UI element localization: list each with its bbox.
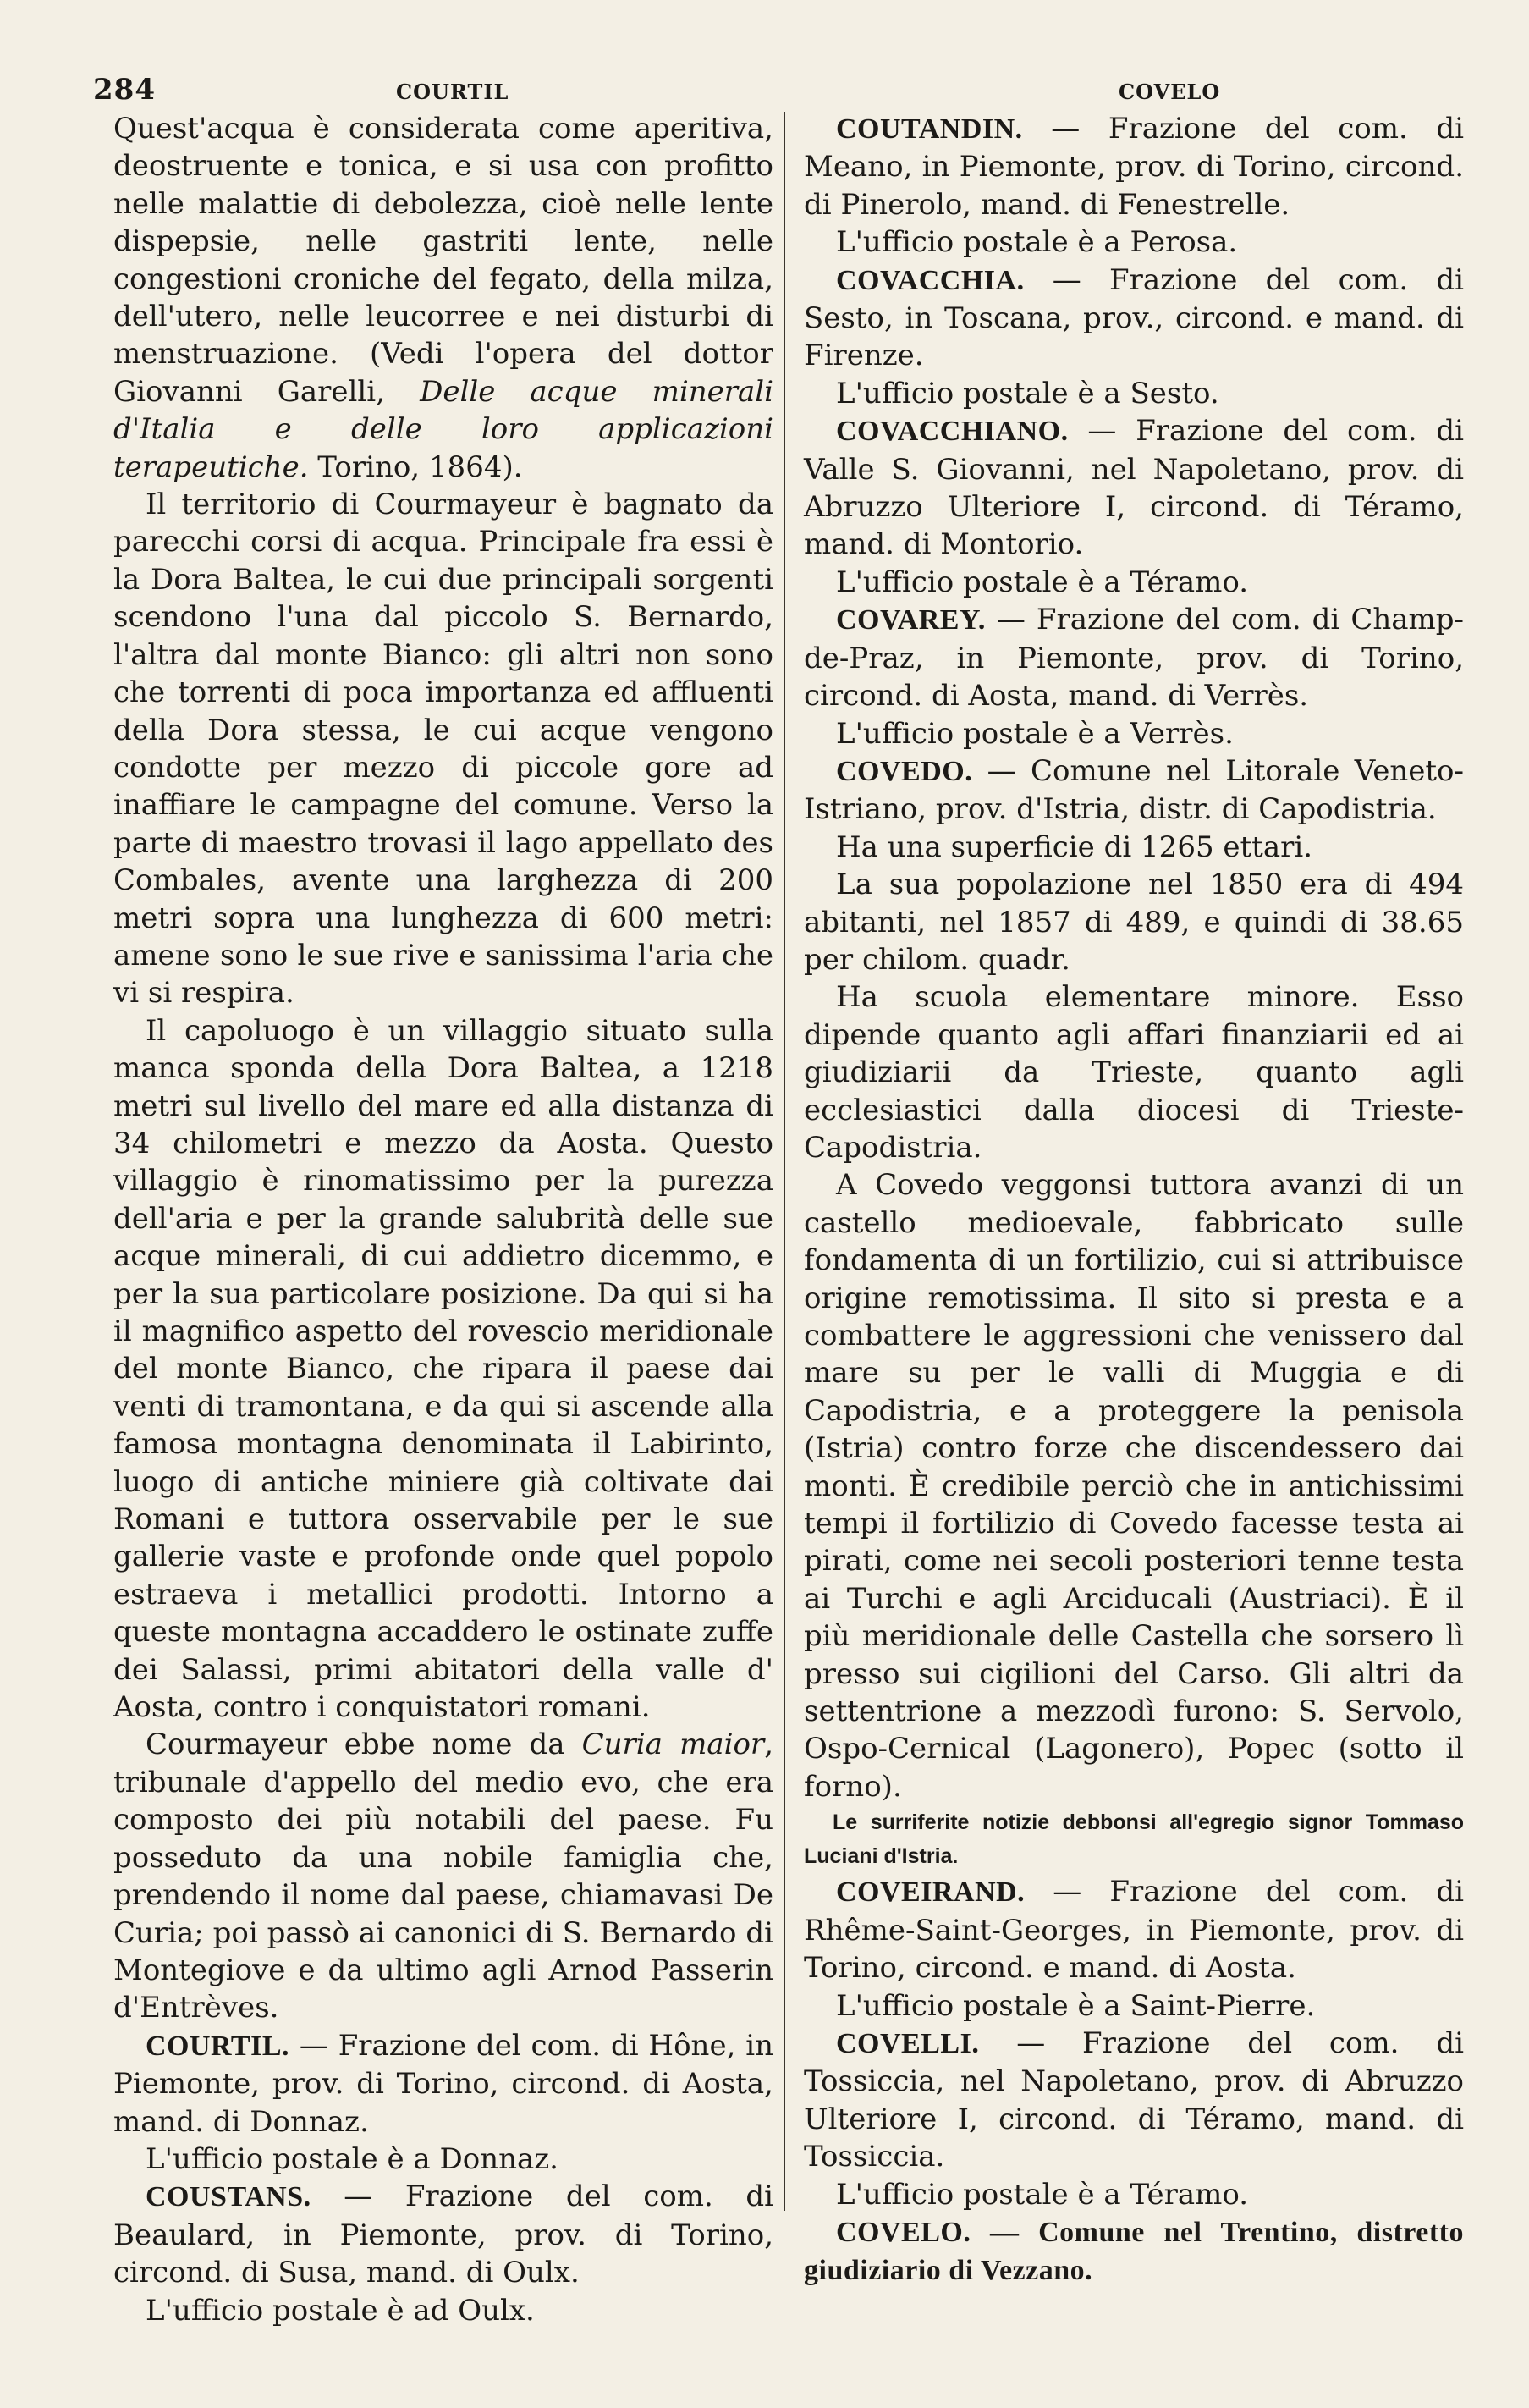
entry-headword: COVAREY. [836, 604, 986, 636]
entry-postal-note: L'ufficio postale è a Perosa. [836, 225, 1238, 260]
entry-headword: COVELO. [836, 2216, 971, 2248]
entry-covedo [804, 752, 1464, 829]
text-run: , tribunale d'appello del medio evo, che era composto dei più notabili del paese. Fu posseduto da una nobile famiglia che, prendendo il nome dal paese, chiamavasi De Curia; poi passò ai canonici di S. Bernardo di Montegiove e da ultimo agli Arnod Passerin d'Entrèves. [113, 1727, 773, 2025]
paragraph-name-origin [113, 1726, 773, 2026]
entry-covarey [804, 601, 1464, 714]
entry-covacchiano [804, 412, 1464, 564]
entry-postal-note: L'ufficio postale è a Sesto. [836, 376, 1219, 411]
entry-headword: COVACCHIANO. [836, 416, 1069, 448]
covedo-area: Ha una superficie di 1265 ettari. [836, 829, 1313, 864]
entry-postal-note: L'ufficio postale è a Saint-Pierre. [836, 1988, 1316, 2023]
entry-coveirand [804, 1873, 1464, 1986]
latin-term: Curia maior [581, 1727, 765, 1762]
entry-text: — Frazione del com. di Meano, in Piemonte, prov. di Torino, circond. di Pinerolo, mand. di Fenestrelle. [804, 112, 1464, 222]
text-run: Torino, 1864). [308, 449, 523, 484]
entry-coustans [113, 2178, 773, 2291]
entry-headword: COVEDO. [836, 755, 973, 787]
entry-text: — Frazione del com. di Beaulard, in Piemonte, prov. di Torino, circond. di Susa, mand. di Oulx. [113, 2179, 773, 2290]
entry-covelo [804, 2213, 1464, 2290]
covedo-source-note: Le surriferite notizie debbonsi all'egregio signor Tommaso Luciani d'Istria. [804, 1810, 1464, 1869]
entry-postal-note: L'ufficio postale è ad Oulx. [146, 2293, 535, 2328]
running-head-left: COURTIL [396, 80, 509, 104]
entry-headword: COUTANDIN. [836, 113, 1023, 145]
entry-headword: COVACCHIA. [836, 264, 1025, 296]
entry-courtil [113, 2027, 773, 2141]
paragraph-capoluogo: Il capoluogo è un villaggio situato sulla manca sponda della Dora Baltea, a 1218 metri sul livello del mare ed alla distanza di 34 chilometri e mezzo da Aosta. Questo villaggio è rinomatissimo per la purezza dell'aria e per la grande salubrità delle sue acque minerali, di cui addietro dicemmo, e per la sua particolare posizione. Da qui si ha il magnifico aspetto del rovescio meridionale del monte Bianco, che ripara il paese dai venti di tramontana, e da qui si ascende alla famosa montagna denominata il Labirinto, luogo di antiche miniere già coltivate dai Romani e tuttora osservabile per le sue gallerie vaste e profonde onde quel popolo estraeva i metallici prodotti. Intorno a queste montagna accaddero le ostinate zuffe dei Salassi, primi abitatori della valle d' Aosta, contro i conquistatori romani. [113, 1013, 773, 1725]
entry-headword: COURTIL. [146, 2030, 289, 2062]
right-column [804, 110, 1464, 2290]
page-header [0, 73, 1529, 107]
entry-postal-note: L'ufficio postale è a Téramo. [836, 2177, 1249, 2212]
book-title: Delle acque minerali d'Italia e delle loro applicazioni terapeutiche. [113, 374, 773, 484]
paragraph-territory: Il territorio di Courmayeur è bagnato da parecchi corsi di acqua. Principale fra essi è la Dora Baltea, le cui due principali sorgenti scendono l'una dal piccolo S. Bernardo, l'altra dal monte Bianco: gli altri non sono che torrenti di poca importanza ed affluenti della Dora stessa, le cui acque vengono condotte per mezzo di piccole gore ad inaffiare le campagne del comune. Verso la parte di maestro trovasi il lago appellato des Combales, avente una larghezza di 200 metri sopra una lunghezza di 600 metri: amene sono le sue rive e sanissima l'aria che vi si respira. [113, 488, 773, 1011]
covedo-history: A Covedo veggonsi tuttora avanzi di un castello medioevale, fabbricato sulle fondamenta di un fortilizio, cui si attribuisce origine remotissima. Il sito si presta e a combattere le aggressioni che venissero dal mare su per le valli di Muggia e di Capodistria, e a proteggere la penisola (Istria) contro forze che discendessero dai monti. È credibile perciò che in antichissimi tempi il fortilizio di Covedo facesse testa ai pirati, come nei secoli posteriori tenne testa ai Turchi e agli Arciducali (Austriaci). È il più meridionale delle Castella che sorsero lì presso sui cigilioni del Carso. Gli altri da settentrione a mezzodì furono: S. Servolo, Ospo-Cernical (Lagonero), Popec (sotto il forno). [804, 1168, 1464, 1804]
running-head-right: COVELO [1119, 80, 1221, 104]
left-column [113, 110, 773, 2329]
entry-headword: COVEIRAND. [836, 1876, 1026, 1909]
entry-text: — Frazione del com. di Tossiccia, nel Napoletano, prov. di Abruzzo Ulteriore I, circond. di Téramo, mand. di Tossiccia. [804, 2025, 1464, 2174]
entry-text: — Frazione del com. di Valle S. Giovanni, nel Napoletano, prov. di Abruzzo Ulteriore I, circond. di Téramo, mand. di Montorio. [804, 414, 1464, 562]
entry-text: — Frazione del com. di Champ-de-Praz, in Piemonte, prov. di Torino, circond. di Aosta, mand. di Verrès. [804, 603, 1464, 714]
entry-text: — Frazione del com. di Hône, in Piemonte, prov. di Torino, circond. di Aosta, mand. di Donnaz. [113, 2028, 773, 2139]
covedo-population: La sua popolazione nel 1850 era di 494 abitanti, nel 1857 di 489, e quindi di 38.65 per chilom. quadr. [804, 868, 1464, 977]
entry-postal-note: L'ufficio postale è a Téramo. [836, 565, 1249, 599]
text-run: Courmayeur ebbe nome da [146, 1727, 582, 1762]
column-divider [784, 112, 785, 2211]
entry-text: — Frazione del com. di Rhême-Saint-Georges, in Piemonte, prov. di Torino, circond. e mand. di Aosta. [804, 1875, 1464, 1986]
entry-headword: COVELLI. [836, 2027, 980, 2059]
entry-covelli [804, 2025, 1464, 2176]
paragraph-mineral-water [113, 110, 773, 486]
entry-postal-note: L'ufficio postale è a Donnaz. [146, 2141, 558, 2176]
entry-text: — Comune nel Litorale Veneto-Istriano, prov. d'Istria, distr. di Capodistria. [804, 753, 1464, 827]
entry-text: — Frazione del com. di Sesto, in Toscana, prov., circond. e mand. di Firenze. [804, 262, 1464, 373]
entry-coutandin [804, 110, 1464, 223]
covedo-school: Ha scuola elementare minore. Esso dipende quanto agli affari finanziarii ed ai giudiziarii da Trieste, quanto agli ecclesiastici dalla diocesi di Trieste-Capodistria. [804, 980, 1464, 1165]
entry-headword: COUSTANS. [146, 2181, 311, 2213]
entry-text: — Comune nel Trentino, distretto giudiziario di Vezzano. [804, 2216, 1464, 2287]
text-run: Quest'acqua è considerata come aperitiva, deostruente e tonica, e si usa con profitto nelle malattie di debolezza, cioè nelle lente dispepsie, nelle gastriti lente, nelle congestioni croniche del fegato, della milza, dell'utero, nelle leucorree e nei disturbi di menstruazione. (Vedi l'opera del dottor Giovanni Garelli, [113, 112, 773, 409]
page-number: 284 [93, 73, 156, 107]
entry-postal-note: L'ufficio postale è a Verrès. [836, 716, 1234, 751]
entry-covacchia [804, 262, 1464, 375]
